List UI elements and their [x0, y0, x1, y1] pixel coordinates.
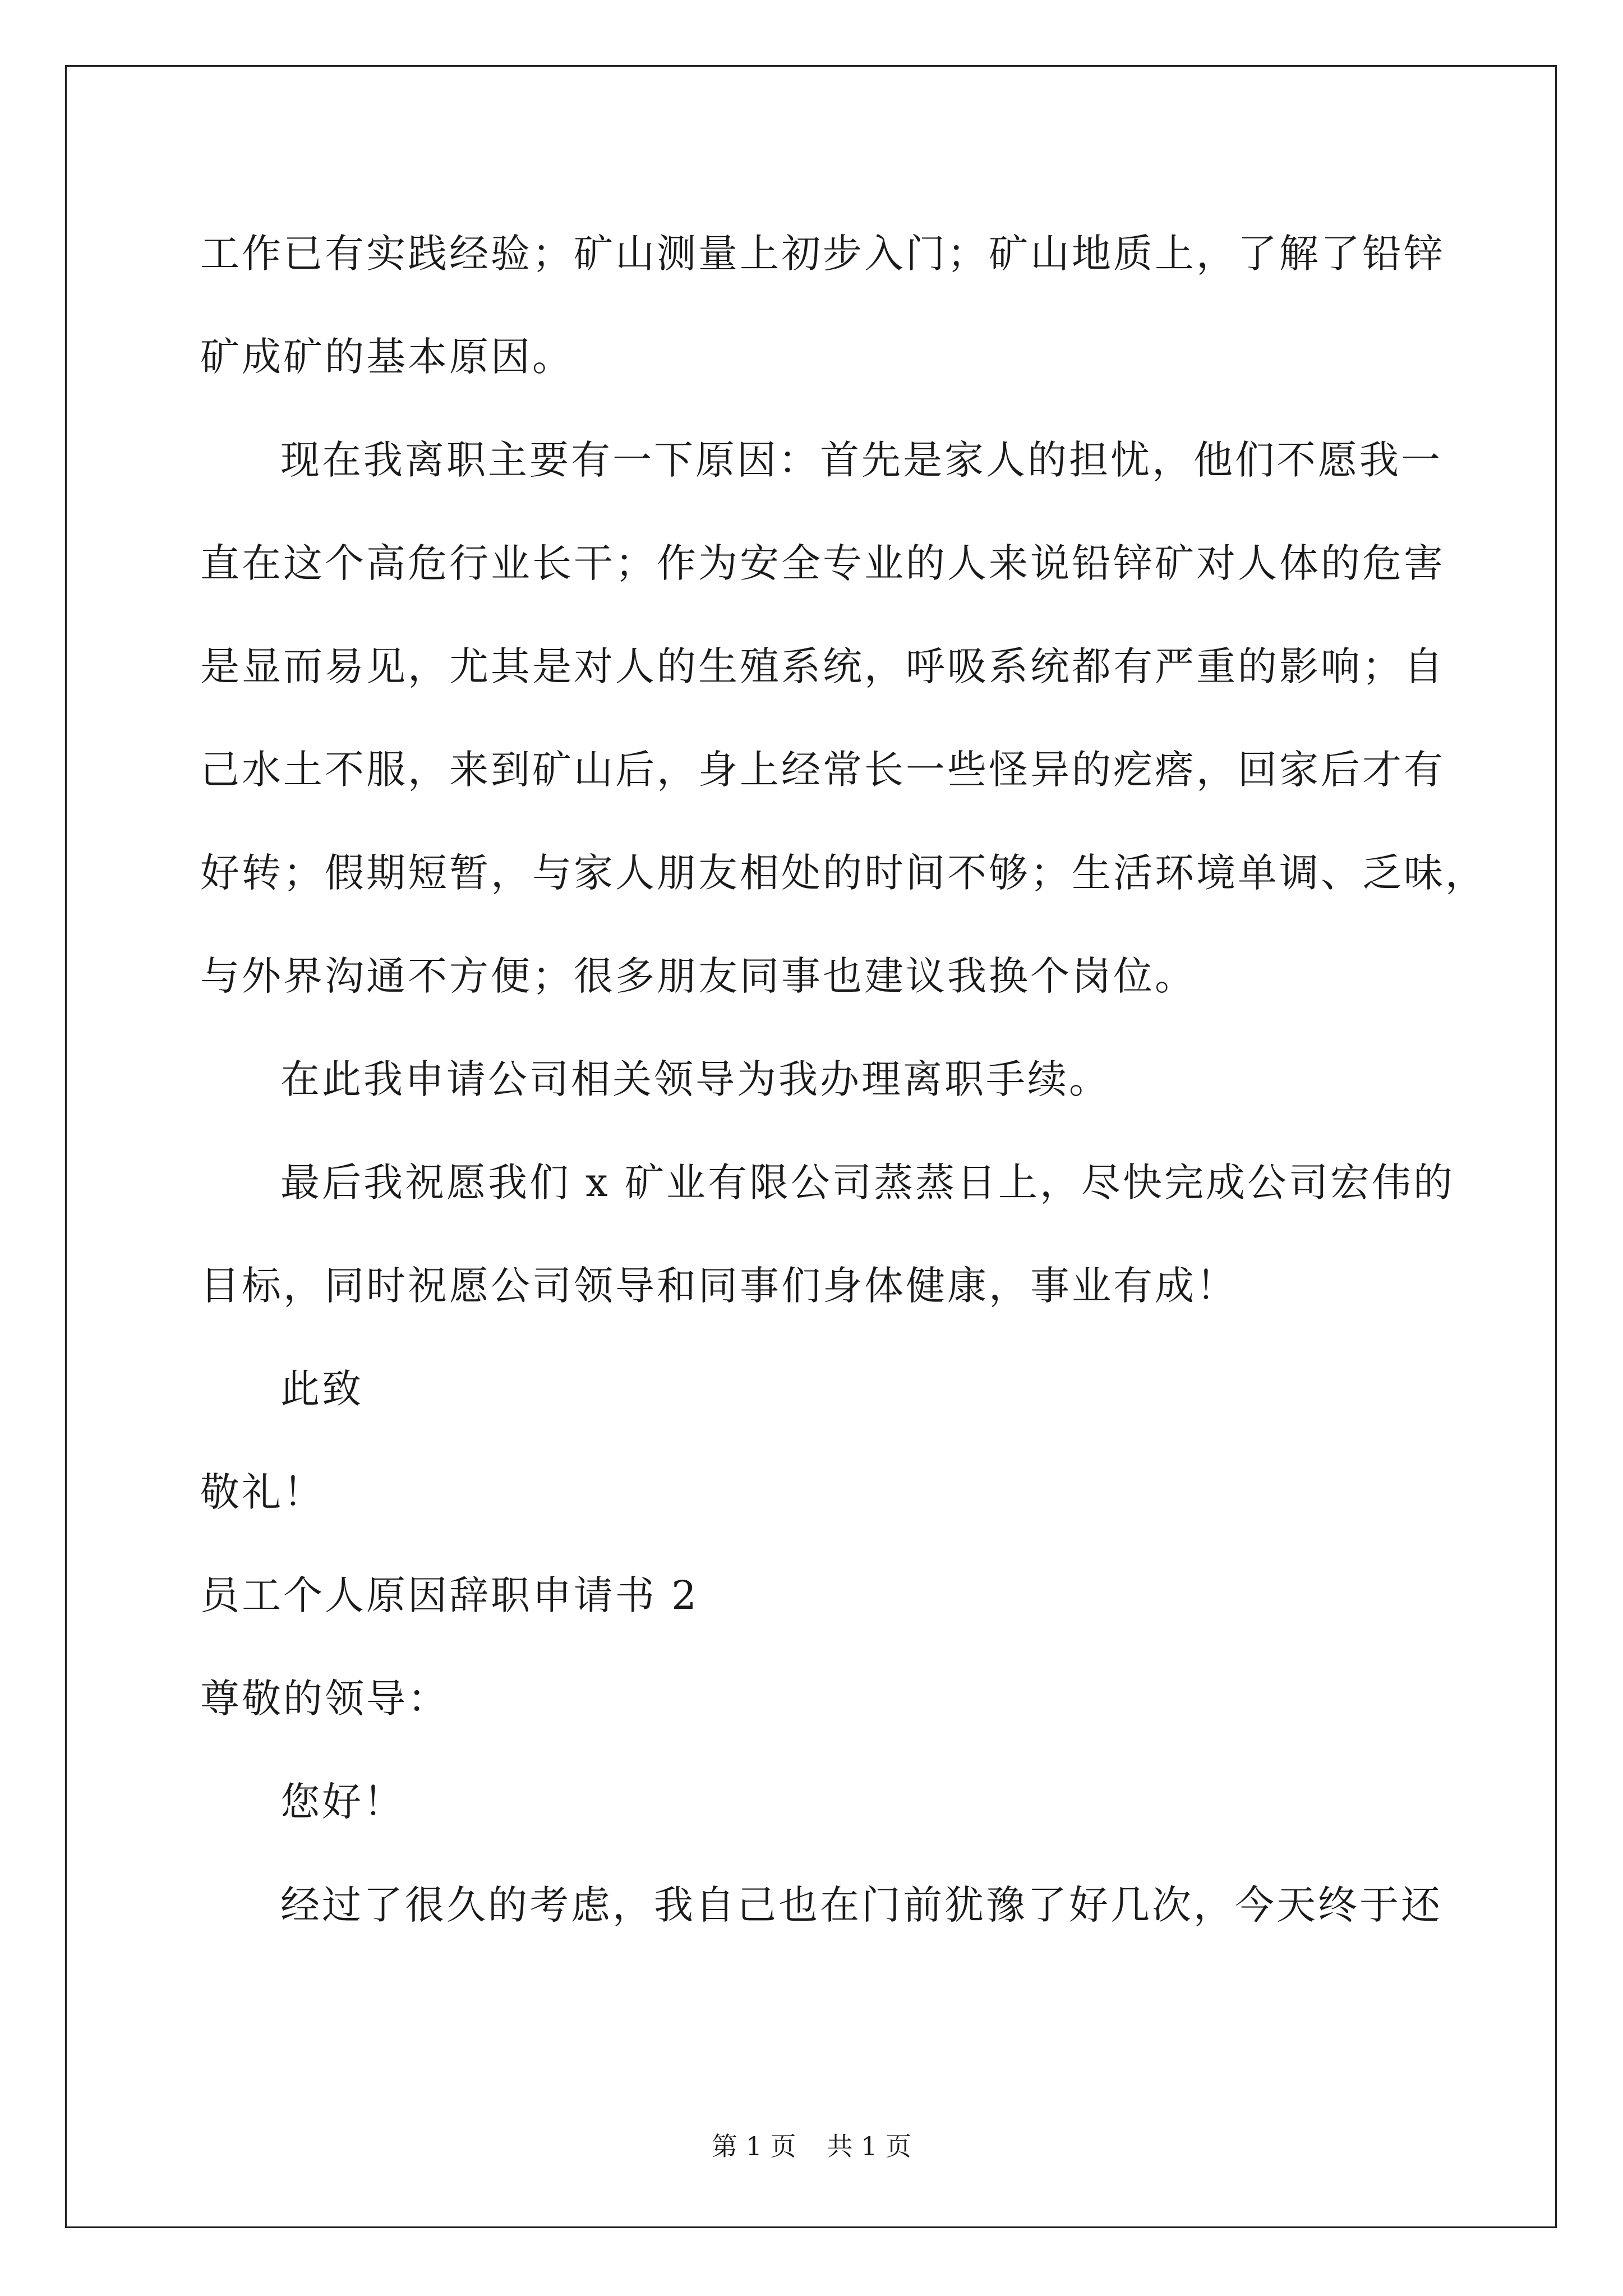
text-line: 是显而易见，尤其是对人的生殖系统，呼吸系统都有严重的影响；自 [200, 643, 1445, 689]
page-number-current: 第 1 页 [711, 2131, 796, 2161]
greeting: 您好！ [280, 1779, 405, 1825]
page-number-total: 共 1 页 [827, 2131, 912, 2161]
text-line: 最后我祝愿我们 x 矿业有限公司蒸蒸日上，尽快完成公司宏伟的 [280, 1159, 1455, 1205]
section-title: 员工个人原因辞职申请书 2 [200, 1572, 699, 1618]
document-body [200, 202, 1487, 1957]
closing-phrase: 此致 [280, 1366, 363, 1412]
text-line: 好转；假期短暂，与家人朋友相处的时间不够；生活环境单调、乏味， [200, 850, 1487, 896]
closing-salute: 敬礼！ [200, 1469, 325, 1515]
text-line: 矿成矿的基本原因。 [200, 334, 574, 380]
text-line: 工作已有实践经验；矿山测量上初步入门；矿山地质上，了解了铅锌 [200, 231, 1445, 277]
salutation: 尊敬的领导： [200, 1676, 449, 1722]
text-line: 在此我申请公司相关领导为我办理离职手续。 [280, 1056, 1110, 1102]
text-line: 目标，同时祝愿公司领导和同事们身体健康，事业有成！ [200, 1263, 1238, 1309]
page-footer [0, 2126, 1623, 2163]
text-line: 与外界沟通不方便；很多朋友同事也建议我换个岗位。 [200, 953, 1196, 999]
text-line: 现在我离职主要有一下原因：首先是家人的担忧，他们不愿我一 [280, 437, 1442, 483]
text-line: 直在这个高危行业长干；作为安全专业的人来说铅锌矿对人体的危害 [200, 540, 1445, 586]
text-line: 经过了很久的考虑，我自己也在门前犹豫了好几次，今天终于还 [280, 1882, 1442, 1928]
text-line: 己水土不服，来到矿山后，身上经常长一些怪异的疙瘩，回家后才有 [200, 747, 1445, 793]
